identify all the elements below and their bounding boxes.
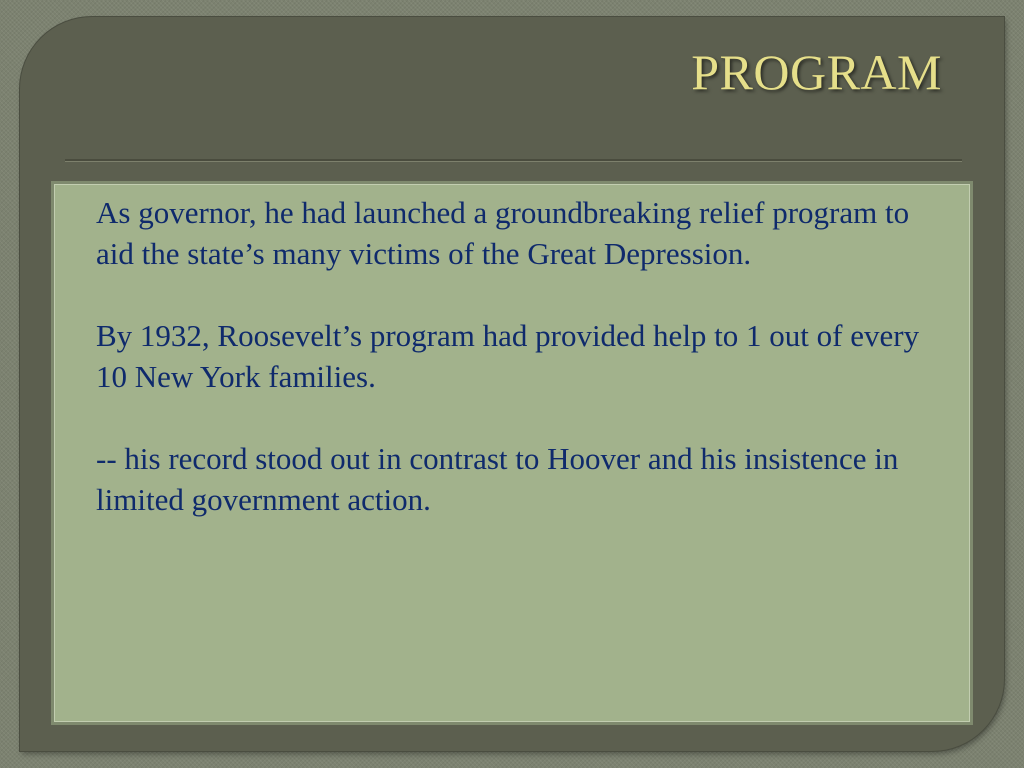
content-panel (51, 181, 973, 725)
paragraph-hoover-contrast: -- his record stood out in contrast to Hoover and his insistence in limited government action. (96, 441, 899, 517)
slide-title: PROGRAM (691, 44, 942, 100)
paragraph-1932-help: By 1932, Roosevelt’s program had provided help to 1 out of every 10 New York families. (96, 318, 920, 394)
paragraph-relief-program: As governor, he had launched a groundbreaking relief program to aid the state’s many victims of the Great Depression. (96, 195, 910, 271)
slide-frame (20, 17, 1004, 751)
title-divider (65, 159, 962, 162)
